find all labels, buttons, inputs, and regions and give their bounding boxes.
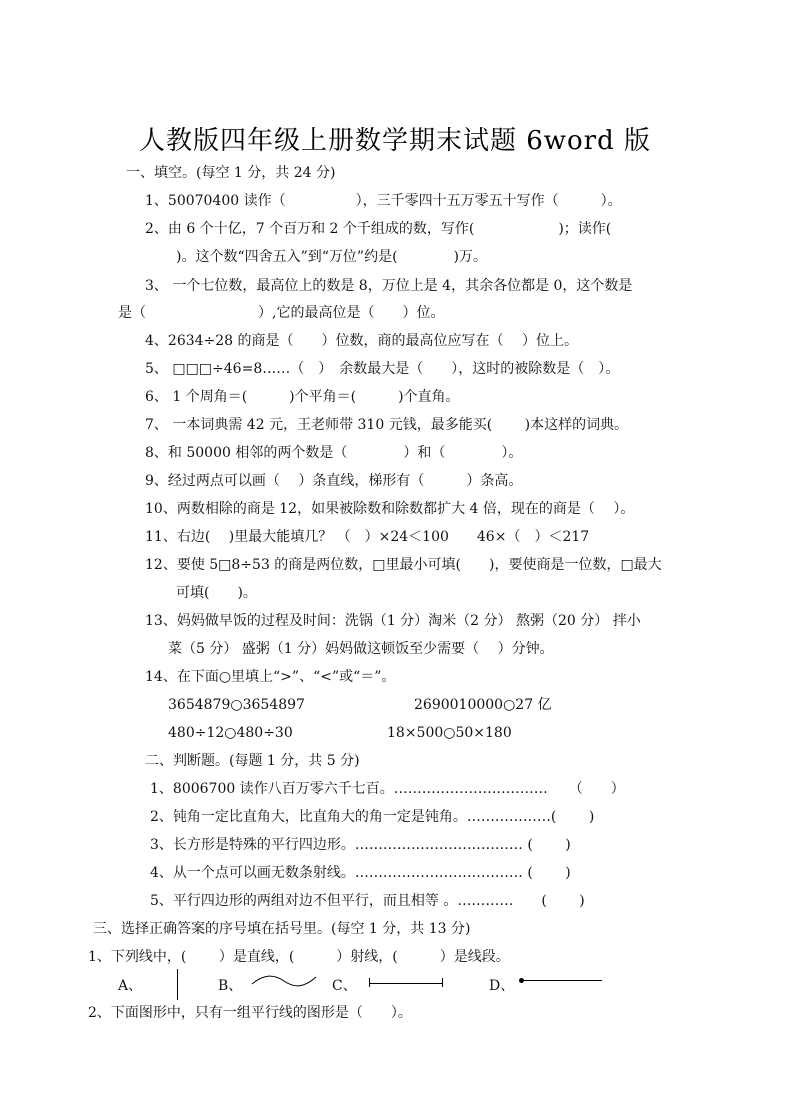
- judge-item-5: 5、平行四边形的两组对边不但平行，而且相等 。………… ( ): [150, 893, 585, 909]
- question-1-2-line1: 2、由 6 个十亿，7 个百万和 2 个千组成的数，写作( )；读作(: [145, 221, 612, 237]
- option-a-label: A、: [118, 978, 143, 994]
- option-b-label: B、: [218, 978, 243, 994]
- option-c-label: C、: [332, 978, 357, 994]
- section-1-heading: 一、填空。(每空 1 分，共 24 分): [126, 165, 336, 181]
- choice-question-2: 2、下面图形中，只有一组平行线的图形是（ ）。: [88, 1005, 412, 1021]
- question-1-6: 6、 1 个周角＝( )个平角＝( )个直角。: [145, 389, 460, 405]
- question-1-12-line1: 12、要使 5□8÷53 的商是两位数，□里最小可填( )，要使商是一位数，□最大: [145, 557, 662, 573]
- choice-question-1: 1、下列线中，( ）是直线，( ）射线，( ）是线段。: [88, 949, 510, 965]
- question-1-8: 8、和 50000 相邻的两个数是（ ）和（ ）。: [145, 445, 523, 461]
- page-title: 人教版四年级上册数学期末试题 6word 版: [138, 126, 652, 156]
- compare-item-b: 2690010000○27 亿: [414, 697, 552, 713]
- question-1-4: 4、2634÷28 的商是（ ）位数，商的最高位应写在（ ）位上。: [145, 333, 578, 349]
- question-1-11: 11、右边( )里最大能填几？ （ ）×24＜100 46×（ ）＜217: [145, 529, 590, 545]
- question-1-3-line2: 是（ ）,它的最高位是（ ）位。: [118, 305, 445, 321]
- question-1-2-line2: )。这个数“四舍五入”到“万位”约是( )万。: [176, 249, 488, 265]
- question-1-1: 1、50070400 读作（ ），三千零四十五万零五十写作（ ）。: [145, 193, 622, 209]
- judge-item-1: 1、8006700 读作八百万零六千七百。…………………………… （ ）: [150, 781, 625, 797]
- option-c-segment: [369, 983, 443, 984]
- section-2-heading: 二、判断题。(每题 1 分，共 5 分): [145, 753, 360, 769]
- section-3-heading: 三、选择正确答案的序号填在括号里。(每空 1 分，共 13 分): [93, 921, 471, 937]
- question-1-7: 7、 一本词典需 42 元，王老师带 310 元钱，最多能买( )本这样的词典。: [145, 417, 629, 433]
- question-1-10: 10、两数相除的商是 12，如果被除数和除数都扩大 4 倍，现在的商是（ ）。: [145, 501, 635, 517]
- question-1-9: 9、经过两点可以画（ ）条直线，梯形有（ ）条高。: [145, 473, 523, 489]
- question-1-12-line2: 可填( )。: [176, 585, 257, 601]
- judge-item-2: 2、钝角一定比直角大，比直角大的角一定是钝角。………………( ): [150, 809, 595, 825]
- compare-item-d: 18×500○50×180: [387, 725, 512, 741]
- judge-item-3: 3、长方形是特殊的平行四边形。……………………………… ( ): [150, 837, 571, 853]
- option-d-label: D、: [489, 978, 515, 994]
- question-1-13-line1: 13、妈妈做早饭的过程及时间：洗锅（1 分）淘米（2 分） 熬粥（20 分） 拌小: [145, 613, 641, 629]
- question-1-14: 14、在下面○里填上“>”、“<”或“＝”。: [145, 669, 396, 685]
- judge-item-4: 4、从一个点可以画无数条射线。……………………………… ( ): [150, 865, 571, 881]
- option-a-vertical-line: [177, 969, 178, 1000]
- question-1-5: 5、 □□□÷46=8……（ ） 余数最大是（ ），这时的被除数是（ ）。: [145, 361, 620, 377]
- compare-item-c: 480÷12○480÷30: [168, 725, 293, 741]
- option-c-right-tick: [442, 978, 443, 987]
- option-b-curve: [250, 972, 318, 990]
- question-1-3-line1: 3、 一个七位数，最高位上的数是 8，万位上是 4，其余各位都是 0，这个数是: [145, 278, 633, 294]
- compare-item-a: 3654879○3654897: [168, 697, 305, 713]
- option-d-ray: [522, 980, 602, 981]
- question-1-13-line2: 菜（5 分） 盛粥（1 分）妈妈做这顿饭至少需要（ ）分钟。: [168, 641, 554, 657]
